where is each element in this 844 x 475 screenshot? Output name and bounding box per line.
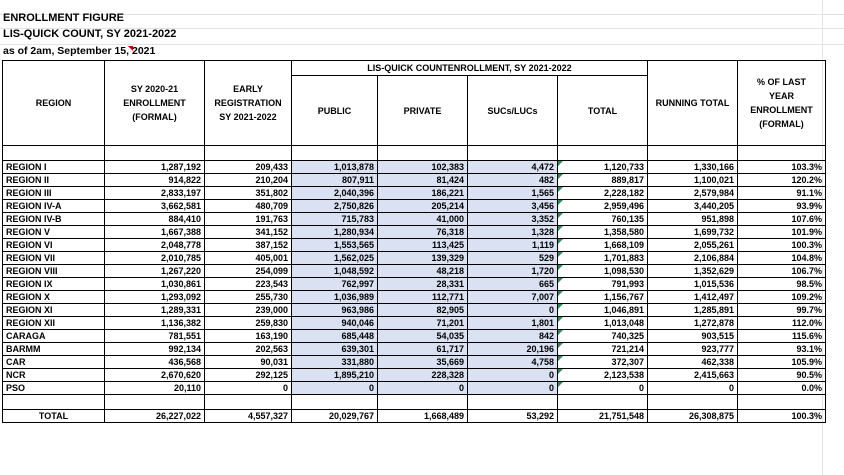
cell-total: 1,046,891 (558, 304, 648, 317)
table-row (3, 213, 826, 226)
cell-public: 762,997 (292, 278, 378, 291)
cell-total: 791,993 (558, 278, 648, 291)
cell-private: 1,668,489 (378, 410, 468, 423)
header-lis-quick-count: LIS-QUICK COUNTENROLLMENT, SY 2021-2022 (292, 61, 648, 76)
cell-running: 1,699,732 (648, 226, 738, 239)
cell-total: 2,228,182 (558, 187, 648, 200)
cell-region: REGION X (3, 291, 105, 304)
cell-early: 4,557,327 (205, 410, 292, 423)
cell-sucs: 3,456 (468, 200, 558, 213)
cell-pct: 106.7% (738, 265, 826, 278)
cell-sucs: 529 (468, 252, 558, 265)
cell-private: 0 (378, 382, 468, 395)
header-private: PRIVATE (378, 76, 468, 146)
cell-sy2020: 914,822 (105, 174, 205, 187)
cell-public: 807,911 (292, 174, 378, 187)
cell-public: 940,046 (292, 317, 378, 330)
cell-sucs: 482 (468, 174, 558, 187)
table-row (3, 369, 826, 382)
cell-total: 740,325 (558, 330, 648, 343)
cell-private: 102,383 (378, 161, 468, 174)
sheet-title: ENROLLMENT FIGURE (3, 12, 124, 24)
cell-private: 76,318 (378, 226, 468, 239)
cell-running: 2,579,984 (648, 187, 738, 200)
cell-region: REGION XII (3, 317, 105, 330)
header-running-total: RUNNING TOTAL (648, 61, 738, 146)
cell-region: REGION II (3, 174, 105, 187)
cell-region: CAR (3, 356, 105, 369)
cell-early: 259,830 (205, 317, 292, 330)
cell-pct: 0.0% (738, 382, 826, 395)
header-sy2020: SY 2020-21 ENROLLMENT (FORMAL) (105, 61, 205, 146)
cell-sucs: 1,565 (468, 187, 558, 200)
table-row (3, 356, 826, 369)
cell-public: 20,029,767 (292, 410, 378, 423)
cell-public: 715,783 (292, 213, 378, 226)
cell-region: REGION VI (3, 239, 105, 252)
table-row (3, 187, 826, 200)
cell-public: 1,553,565 (292, 239, 378, 252)
cell-sy2020: 1,030,861 (105, 278, 205, 291)
cell-region: BARMM (3, 343, 105, 356)
cell-pct: 93.9% (738, 200, 826, 213)
cell-total: 889,817 (558, 174, 648, 187)
table-row (3, 291, 826, 304)
spacer-row (3, 146, 826, 161)
cell-private: 205,214 (378, 200, 468, 213)
cell-early: 405,001 (205, 252, 292, 265)
header-total: TOTAL (558, 76, 648, 146)
cell-pct: 107.6% (738, 213, 826, 226)
cell-public: 685,448 (292, 330, 378, 343)
cell-sy2020: 3,662,581 (105, 200, 205, 213)
cell-running: 1,272,878 (648, 317, 738, 330)
cell-total: 2,959,496 (558, 200, 648, 213)
cell-region: REGION IV-A (3, 200, 105, 213)
cell-early: 254,099 (205, 265, 292, 278)
cell-running: 951,898 (648, 213, 738, 226)
cell-public: 1,013,878 (292, 161, 378, 174)
cell-running: 1,100,021 (648, 174, 738, 187)
header-sucs-lucs: SUCs/LUCs (468, 76, 558, 146)
cell-sy2020: 20,110 (105, 382, 205, 395)
cell-region: REGION XI (3, 304, 105, 317)
cell-sucs: 53,292 (468, 410, 558, 423)
cell-private: 48,218 (378, 265, 468, 278)
cell-pct: 109.2% (738, 291, 826, 304)
cell-region: REGION IX (3, 278, 105, 291)
table-row (3, 278, 826, 291)
cell-private: 35,669 (378, 356, 468, 369)
cell-early: 480,709 (205, 200, 292, 213)
cell-total: 1,156,767 (558, 291, 648, 304)
cell-early: 351,802 (205, 187, 292, 200)
table-row (3, 226, 826, 239)
cell-total: 21,751,548 (558, 410, 648, 423)
cell-early: 191,763 (205, 213, 292, 226)
cell-public: 331,880 (292, 356, 378, 369)
cell-private: 41,000 (378, 213, 468, 226)
cell-sucs: 0 (468, 369, 558, 382)
cell-total: 1,358,580 (558, 226, 648, 239)
cell-sucs: 665 (468, 278, 558, 291)
cell-sy2020: 1,667,388 (105, 226, 205, 239)
cell-pct: 105.9% (738, 356, 826, 369)
cell-private: 186,221 (378, 187, 468, 200)
cell-region: TOTAL (3, 410, 105, 423)
cell-total: 1,013,048 (558, 317, 648, 330)
cell-sy2020: 2,048,778 (105, 239, 205, 252)
cell-public: 1,562,025 (292, 252, 378, 265)
cell-region: REGION VII (3, 252, 105, 265)
cell-private: 139,329 (378, 252, 468, 265)
cell-running: 3,440,205 (648, 200, 738, 213)
cell-running: 462,338 (648, 356, 738, 369)
cell-region: REGION III (3, 187, 105, 200)
cell-sucs: 0 (468, 304, 558, 317)
cell-running: 1,352,629 (648, 265, 738, 278)
cell-sucs: 0 (468, 382, 558, 395)
cell-public: 1,048,592 (292, 265, 378, 278)
cell-sucs: 1,119 (468, 239, 558, 252)
cell-public: 2,040,396 (292, 187, 378, 200)
cell-early: 209,433 (205, 161, 292, 174)
cell-sucs: 1,720 (468, 265, 558, 278)
cell-running: 2,055,261 (648, 239, 738, 252)
cell-public: 639,301 (292, 343, 378, 356)
cell-sucs: 7,007 (468, 291, 558, 304)
cell-total: 2,123,538 (558, 369, 648, 382)
cell-private: 28,331 (378, 278, 468, 291)
cell-sy2020: 26,227,022 (105, 410, 205, 423)
cell-pct: 98.5% (738, 278, 826, 291)
cell-pct: 91.1% (738, 187, 826, 200)
cell-running: 923,777 (648, 343, 738, 356)
header-public: PUBLIC (292, 76, 378, 146)
cell-pct: 120.2% (738, 174, 826, 187)
table-row (3, 174, 826, 187)
cell-sy2020: 1,136,382 (105, 317, 205, 330)
cell-running: 1,285,891 (648, 304, 738, 317)
cell-sucs: 4,472 (468, 161, 558, 174)
cell-early: 223,543 (205, 278, 292, 291)
cell-sy2020: 436,568 (105, 356, 205, 369)
cell-region: NCR (3, 369, 105, 382)
cell-total: 1,098,530 (558, 265, 648, 278)
cell-running: 1,330,166 (648, 161, 738, 174)
cell-public: 0 (292, 382, 378, 395)
cell-private: 228,328 (378, 369, 468, 382)
comment-indicator-icon (128, 46, 133, 51)
cell-early: 239,000 (205, 304, 292, 317)
table-row (3, 200, 826, 213)
cell-sy2020: 1,289,331 (105, 304, 205, 317)
totals-row (3, 410, 826, 423)
cell-region: REGION I (3, 161, 105, 174)
cell-running: 903,515 (648, 330, 738, 343)
table-row (3, 161, 826, 174)
cell-pct: 101.9% (738, 226, 826, 239)
cell-region: REGION VIII (3, 265, 105, 278)
cell-pct: 104.8% (738, 252, 826, 265)
cell-sy2020: 2,010,785 (105, 252, 205, 265)
cell-sucs: 4,758 (468, 356, 558, 369)
cell-sy2020: 2,833,197 (105, 187, 205, 200)
cell-sucs: 1,801 (468, 317, 558, 330)
cell-public: 2,750,826 (292, 200, 378, 213)
table-row (3, 252, 826, 265)
cell-sucs: 20,196 (468, 343, 558, 356)
cell-public: 1,895,210 (292, 369, 378, 382)
cell-private: 61,717 (378, 343, 468, 356)
cell-early: 0 (205, 382, 292, 395)
cell-pct: 103.3% (738, 161, 826, 174)
cell-sucs: 842 (468, 330, 558, 343)
header-region: REGION (3, 61, 105, 146)
cell-total: 1,701,883 (558, 252, 648, 265)
cell-private: 54,035 (378, 330, 468, 343)
cell-total: 372,307 (558, 356, 648, 369)
cell-early: 341,152 (205, 226, 292, 239)
cell-running: 0 (648, 382, 738, 395)
table-row (3, 343, 826, 356)
cell-sy2020: 2,670,620 (105, 369, 205, 382)
cell-pct: 100.3% (738, 410, 826, 423)
cell-private: 113,425 (378, 239, 468, 252)
cell-public: 1,280,934 (292, 226, 378, 239)
cell-region: REGION V (3, 226, 105, 239)
cell-running: 1,412,497 (648, 291, 738, 304)
cell-total: 721,214 (558, 343, 648, 356)
cell-public: 963,986 (292, 304, 378, 317)
cell-pct: 99.7% (738, 304, 826, 317)
cell-region: CARAGA (3, 330, 105, 343)
spacer-row (3, 395, 826, 410)
cell-sy2020: 1,267,220 (105, 265, 205, 278)
cell-sy2020: 1,287,192 (105, 161, 205, 174)
cell-pct: 90.5% (738, 369, 826, 382)
table-row (3, 330, 826, 343)
cell-early: 292,125 (205, 369, 292, 382)
cell-sy2020: 884,410 (105, 213, 205, 226)
enrollment-table (2, 60, 826, 423)
cell-early: 90,031 (205, 356, 292, 369)
cell-early: 210,204 (205, 174, 292, 187)
cell-running: 2,415,663 (648, 369, 738, 382)
cell-private: 71,201 (378, 317, 468, 330)
cell-private: 82,905 (378, 304, 468, 317)
sheet-date: as of 2am, September 15, 2021 (3, 45, 156, 57)
cell-pct: 115.6% (738, 330, 826, 343)
cell-sy2020: 1,293,092 (105, 291, 205, 304)
table-row (3, 317, 826, 330)
cell-private: 112,771 (378, 291, 468, 304)
cell-pct: 93.1% (738, 343, 826, 356)
cell-early: 163,190 (205, 330, 292, 343)
sheet-subtitle: LIS-QUICK COUNT, SY 2021-2022 (3, 28, 177, 40)
cell-sy2020: 992,134 (105, 343, 205, 356)
cell-running: 2,106,884 (648, 252, 738, 265)
cell-total: 1,668,109 (558, 239, 648, 252)
header-early-registration: EARLY REGISTRATION SY 2021-2022 (205, 61, 292, 146)
table-row (3, 239, 826, 252)
cell-running: 26,308,875 (648, 410, 738, 423)
table-row (3, 382, 826, 395)
cell-private: 81,424 (378, 174, 468, 187)
header-percent-last-year: % OF LAST YEAR ENROLLMENT (FORMAL) (738, 61, 826, 146)
cell-early: 202,563 (205, 343, 292, 356)
cell-total: 0 (558, 382, 648, 395)
cell-public: 1,036,989 (292, 291, 378, 304)
cell-total: 1,120,733 (558, 161, 648, 174)
cell-pct: 112.0% (738, 317, 826, 330)
cell-sucs: 1,328 (468, 226, 558, 239)
table-row (3, 265, 826, 278)
cell-region: REGION IV-B (3, 213, 105, 226)
cell-running: 1,015,536 (648, 278, 738, 291)
cell-pct: 100.3% (738, 239, 826, 252)
cell-total: 760,135 (558, 213, 648, 226)
cell-sucs: 3,352 (468, 213, 558, 226)
cell-early: 387,152 (205, 239, 292, 252)
cell-region: PSO (3, 382, 105, 395)
cell-early: 255,730 (205, 291, 292, 304)
cell-sy2020: 781,551 (105, 330, 205, 343)
table-row (3, 304, 826, 317)
